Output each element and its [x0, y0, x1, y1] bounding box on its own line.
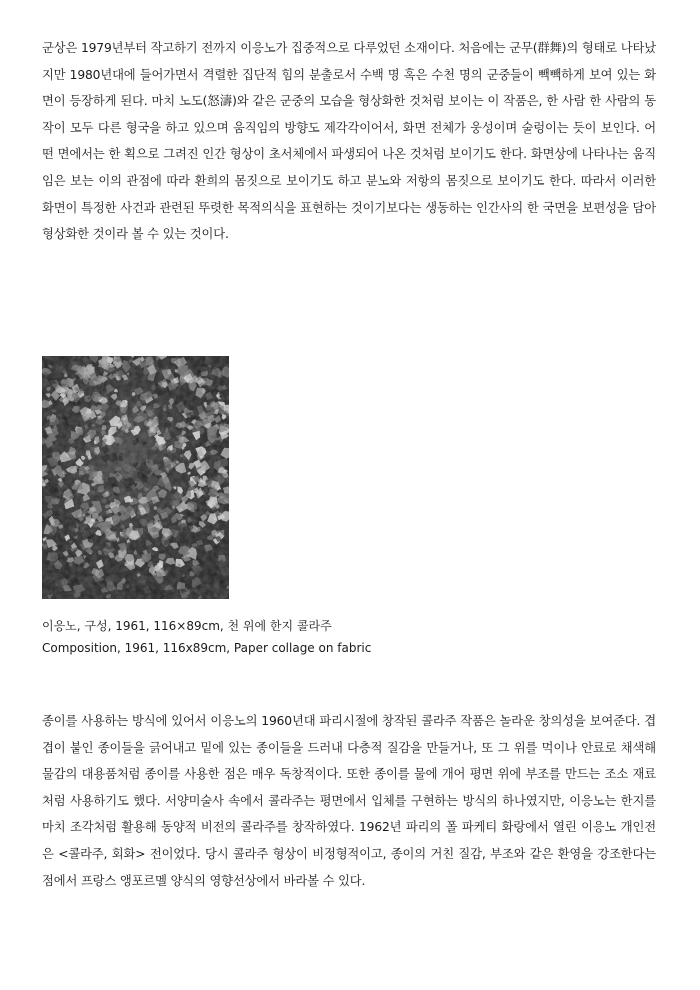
artwork-image [42, 356, 229, 599]
artwork-caption-english: Composition, 1961, 116x89cm, Paper collage on fabric [42, 641, 372, 655]
paragraph-group-figures: 군상은 1979년부터 작고하기 전까지 이응노가 집중적으로 다루었던 소재이다. 처음에는 군무(群舞)의 형태로 나타났지만 1980년대에 들어가면서 격렬한 집단적 힘의 분출로서 수백 명 혹은 수천 명의 군중들이 빽빽하게 보여 있는 화면이 등장하게 된다. 마치 노도(怒濤)와 같은 군중의 모습을 형상화한 것처럼 보이는 이 작품은, 한 사람 한 사람의 동작이 모두 다른 형국을 하고 있으며 움직임의 방향도 제각각이어서, 화면 전체가 웅성이며 술렁이는 듯이 보인다. 어떤 면에서는 한 획으로 그려진 인간 형상이 초서체에서 파생되어 나온 것처럼 보이기도 한다. 화면상에 나타나는 움직임은 보는 이의 관점에 따라 환희의 몸짓으로 보이기도 하고 분노와 저항의 몸짓으로 보이기도 한다. 따라서 이러한 화면이 특정한 사건과 관련된 뚜렷한 목적의식을 표현하는 것이기보다는 생동하는 인간사의 한 국면을 보편성을 담아 형상화한 것이라 볼 수 있는 것이다. [42, 41, 656, 242]
paragraph-collage: 종이를 사용하는 방식에 있어서 이응노의 1960년대 파리시절에 창작된 콜라주 작품은 놀라운 창의성을 보여준다. 겹겹이 붙인 종이들을 긁어내고 밑에 있는 종이들을 드러내 다층적 질감을 만들거나, 또 그 위를 먹이나 안료로 채색해 물감의 대용품처럼 종이를 사용한 점은 매우 독창적이다. 또한 종이를 물에 개어 평면 위에 부조를 만드는 조소 재료처럼 사용하기도 했다. 서양미술사 속에서 콜라주는 평면에서 입체를 구현하는 방식의 하나였지만, 이응노는 한지를 마치 조각처럼 활용해 동양적 비전의 콜라주를 창작하였다. 1962년 파리의 폴 파케티 화랑에서 열린 이응노 개인전은 <콜라주, 회화> 전이었다. 당시 콜라주 형상이 비정형적이고, 종이의 거친 질감, 부조와 같은 환영을 강조한다는 점에서 프랑스 앵포르멜 양식의 영향선상에서 바라볼 수 있다. [42, 714, 656, 888]
artwork-caption-korean: 이응노, 구성, 1961, 116×89cm, 천 위에 한지 콜라주 [42, 619, 332, 633]
artwork-collage-texture [42, 356, 229, 599]
